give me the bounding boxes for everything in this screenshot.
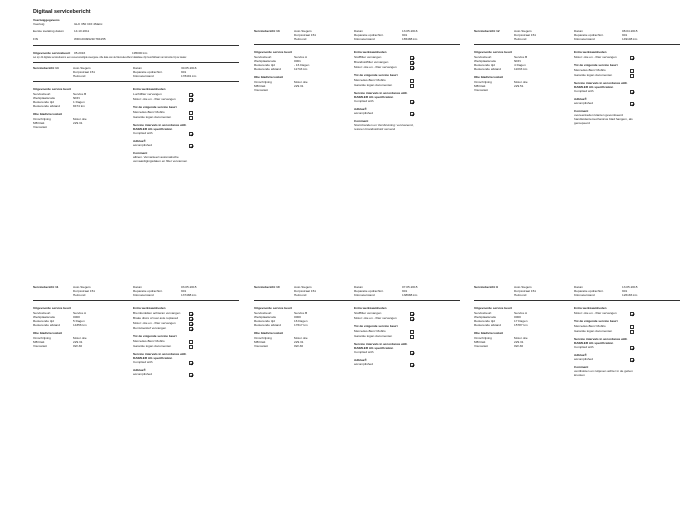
comment-line: overeenkeden klanten geventiseerd (574, 113, 624, 117)
oil-description-value: Motor olie (73, 117, 87, 121)
last-service-label: Uitgevoerde servicebeurt (33, 51, 71, 55)
first-registration-value: 14.10.2011 (74, 29, 90, 33)
oil-description-label: Omschrijving (254, 80, 272, 84)
adblue-heading: Adblue® (133, 368, 146, 372)
page-servicebericht-12 (474, 30, 680, 170)
remaining-distance-label: Resterende afstand (474, 67, 502, 71)
checked-checkbox (630, 102, 634, 106)
mileage-label: Kilometerstand (133, 293, 154, 297)
service-type-label: Servicebeurt (33, 92, 51, 96)
service-type-label: Servicebeurt (254, 55, 272, 59)
oil-spec-label: MB blatt (254, 84, 266, 88)
mobilo-label: Mercedes-Benz Mobilo (574, 324, 606, 328)
remaining-time-value: 1 Dagen (73, 100, 85, 104)
mobilo-label: Mercedes-Benz Mobilo (354, 329, 386, 333)
complied-label: Complied with (133, 131, 153, 135)
comment-line: retonen brandstofstof vervend (354, 127, 396, 131)
vehicle-label: Voertuig (33, 22, 45, 26)
extra-work-heading: Extra werkzaamheden (354, 50, 387, 54)
report-title: Servicebericht 11 (33, 285, 59, 289)
intervals-heading: Service intervals in accordance with (354, 91, 408, 95)
dealer-city: Helmond (294, 293, 307, 297)
service-type-value: Service A (73, 311, 87, 315)
comment-heading: Comment (133, 151, 148, 155)
intervals-heading-spec: DAIMLER AG specification (574, 85, 614, 89)
unchecked-checkbox (189, 340, 193, 344)
extra-work-item: Luchtfilter vervangen (133, 92, 162, 96)
warranty-label: Garantie logan documenten (133, 115, 172, 119)
remaining-time-value: 4 Dagen (514, 63, 526, 67)
remaining-time-label: Resterende tijd (254, 319, 275, 323)
extra-work-item: Brake discs of rear axle replaced (133, 316, 179, 320)
checked-checkbox (189, 312, 193, 316)
viscosity-label: Viscositeit (254, 344, 268, 348)
dealer-city: Helmond (73, 74, 86, 78)
workshop-code-label: Werkplaatscode (474, 315, 497, 319)
service-type-value: Service B (514, 55, 528, 59)
remaining-time-label: Resterende tijd (33, 319, 54, 323)
service-type-label: Servicebeurt (254, 311, 272, 315)
accomplished-label: accomplished (574, 357, 593, 361)
adblue-heading: Adblue® (133, 139, 146, 143)
oil-spec-value: 229.31 (73, 121, 83, 125)
service-type-label: Servicebeurt (474, 311, 492, 315)
last-service-km: 195000 km (132, 51, 148, 55)
remaining-distance-label: Resterende afstand (254, 323, 282, 327)
extra-work-item: Motor: olie en - filter vervangen (574, 55, 617, 59)
divider (33, 62, 239, 63)
complied-label: Complied with (133, 360, 153, 364)
remaining-distance-value: 11033 km (514, 67, 528, 71)
unchecked-checkbox (189, 345, 193, 349)
comment-line: vervaardigingsdaten en filter vervannen (133, 159, 188, 163)
checked-checkbox (630, 358, 634, 362)
mileage-label: Kilometerstand (354, 37, 375, 41)
dealer-city: Helmond (514, 293, 527, 297)
oil-description-value: Motor olie (294, 336, 308, 340)
workshop-code-value: 0000 (514, 315, 521, 319)
dealer-street: Dorpsstraat 151 (73, 289, 96, 293)
accomplished-label: accomplished (133, 143, 152, 147)
warranty-label: Garantie logan documenten (133, 344, 172, 348)
checked-checkbox (189, 322, 193, 326)
date-value: 03.05.2015 (181, 285, 197, 289)
date-value: 08.04.2015 (622, 29, 638, 33)
first-registration-label: Eerste toelating datum (33, 29, 64, 33)
checked-checkbox (630, 90, 634, 94)
remaining-time-label: Resterende tijd (254, 63, 275, 67)
complied-label: Complied with (574, 89, 594, 93)
service-done-heading: Uitgevoerde service beurt (474, 306, 512, 310)
comment-line: knosten (574, 373, 585, 377)
oil-spec-label: MB blatt (474, 340, 486, 344)
remaining-distance-value: 14356 km (73, 323, 87, 327)
report-title: Servicebericht 10 (254, 285, 280, 289)
unchecked-checkbox (189, 116, 193, 120)
viscosity-label: Viscositeit (33, 344, 47, 348)
extra-work-item: Motor: olie en - filter vervangen (354, 316, 397, 320)
checked-checkbox (630, 346, 634, 350)
oil-heading: Olie blad/viscositeit (33, 112, 63, 116)
repair-order-value: 901 (402, 33, 408, 37)
checked-checkbox (410, 312, 414, 316)
checked-checkbox (410, 363, 414, 367)
comment-line: handleidentemechanicus blad hangem, als (574, 117, 633, 121)
unchecked-checkbox (410, 330, 414, 334)
divider (474, 300, 680, 301)
oil-spec-value: 229.51 (514, 84, 524, 88)
next-service-heading: Tot de volgende service beurt (354, 73, 398, 77)
extra-work-item: Stofffilter vervangen (354, 311, 382, 315)
complied-label: Complied with (354, 99, 374, 103)
complied-label: Complied with (354, 350, 374, 354)
adblue-heading: Adblue® (574, 97, 587, 101)
comment-heading: Comment (354, 119, 369, 123)
repair-order-label: Reparatie opdrachtnr. (354, 33, 384, 37)
divider (33, 81, 239, 82)
oil-heading: Olie blad/viscositeit (254, 75, 284, 79)
intervals-heading: Service intervals in accordance with (133, 352, 187, 356)
viscosity-label: Viscositeit (254, 88, 268, 92)
workshop-code-value: NDN (73, 96, 80, 100)
date-label: Datum (574, 285, 584, 289)
accomplished-label: accomplished (133, 372, 152, 376)
remaining-time-value: - 16 Dagen (294, 63, 310, 67)
extra-work-item: Bremfenkdien achteran vervangen (133, 311, 181, 315)
dealer-name: Auto Siegers (294, 29, 312, 33)
checked-checkbox (630, 312, 634, 316)
extra-work-heading: Extra werkzaamheden (354, 306, 387, 310)
adblue-heading: Adblue® (354, 358, 367, 362)
divider (33, 300, 239, 301)
divider (254, 44, 460, 45)
divider (33, 45, 239, 46)
dealer-name: Auto Siegers (294, 285, 312, 289)
service-type-value: Service A (514, 311, 528, 315)
checked-checkbox (189, 361, 193, 365)
oil-spec-label: MB blatt (33, 121, 45, 125)
divider (254, 300, 460, 301)
warranty-label: Garantie logan documenten (354, 83, 393, 87)
dealer-city: Helmond (514, 37, 527, 41)
mileage-value: 126183 km (622, 293, 638, 297)
dealer-name: Auto Siegers (514, 29, 532, 33)
checked-checkbox (189, 373, 193, 377)
service-done-heading: Uitgevoerde service beurt (33, 87, 71, 91)
oil-description-value: Motor olie (73, 336, 87, 340)
oil-description-value: Motor olie (514, 336, 528, 340)
next-service-heading: Tot de volgende service beurt (574, 319, 618, 323)
next-service-heading: Tot de volgende service beurt (133, 334, 177, 338)
service-type-value: Service B (73, 92, 87, 96)
dealer-city: Helmond (73, 293, 86, 297)
intervals-heading-spec: DAIMLER AG specification (354, 95, 394, 99)
oil-description-value: Motor olie (514, 80, 528, 84)
oil-spec-label: MB blatt (33, 340, 45, 344)
oil-description-value: Motor olie (294, 80, 308, 84)
comment-line: Stormbanden en Versbruining: vervvanend, (354, 123, 414, 127)
intervals-heading: Service intervals in accordance with (574, 81, 628, 85)
remaining-distance-value: 8474 km (73, 104, 85, 108)
document-title: Digitaal servicebericht (33, 9, 91, 15)
dealer-street: Dorpsstraat 151 (294, 289, 317, 293)
dealer-street: Dorpsstraat 151 (294, 33, 317, 37)
checked-checkbox (630, 56, 634, 60)
page-servicebericht-11 (33, 286, 239, 426)
accomplished-label: accomplished (354, 362, 373, 366)
intervals-heading: Service intervals in accordance with (574, 337, 628, 341)
dealer-city: Helmond (294, 37, 307, 41)
repair-order-value: 901 (181, 70, 187, 74)
viscosity-label: Viscositeit (33, 125, 47, 129)
extra-work-heading: Extra werkzaamheden (133, 87, 166, 91)
mileage-value: 178491 km (181, 74, 197, 78)
workshop-code-label: Werkplaatscode (33, 315, 56, 319)
mileage-label: Kilometerstand (354, 293, 375, 297)
repair-order-label: Reparatie opdrachtnr. (574, 289, 604, 293)
report-title: Servicebericht 13 (254, 29, 280, 33)
remaining-time-value: 5 Dagen (73, 319, 85, 323)
checked-checkbox (189, 317, 193, 321)
unchecked-checkbox (410, 84, 414, 88)
viscosity-label: Viscositeit (474, 88, 488, 92)
checked-checkbox (189, 132, 193, 136)
unchecked-checkbox (189, 111, 193, 115)
report-title: Servicebericht 9 (474, 285, 498, 289)
oil-heading: Olie blad/viscositeit (474, 75, 504, 79)
workshop-code-label: Werkplaatscode (254, 315, 277, 319)
page-servicebericht-13 (254, 30, 460, 170)
date-value: 30.05.2016 (181, 66, 197, 70)
oil-spec-value: 229.31 (514, 340, 524, 344)
mileage-label: Kilometerstand (133, 74, 154, 78)
oil-spec-value: 229.31 (73, 340, 83, 344)
page-servicebericht-9 (474, 286, 680, 416)
oil-spec-value: 229.31 (294, 84, 304, 88)
disclaimer-note: Let op: dit digitale serviceboek is een vereenvoudigde weergave. Alle data van de Mercedes-Benz database zijn beschikbaar na instructie bij uw dealer. (33, 57, 187, 59)
remaining-distance-label: Resterende afstand (474, 323, 502, 327)
warranty-label: Garantie logan documenten (354, 334, 393, 338)
warranty-label: Garantie logan documenten (574, 73, 613, 77)
extra-work-heading: Extra werkzaamheden (133, 306, 166, 310)
service-type-label: Servicebeurt (474, 55, 492, 59)
page-servicebericht-14 (33, 10, 239, 250)
oil-heading: Olie blad/viscositeit (254, 331, 284, 335)
workshop-code-value: 0001 (294, 59, 301, 63)
date-label: Datum (354, 285, 364, 289)
remaining-distance-value: 11743 km (294, 67, 308, 71)
unchecked-checkbox (630, 74, 634, 78)
remaining-distance-value: 15787 km (514, 323, 528, 327)
intervals-heading-spec: DAIMLER AG specification (133, 127, 173, 131)
intervals-heading: Service intervals in accordance with (133, 123, 187, 127)
page-servicebericht-10 (254, 286, 460, 406)
service-done-heading: Uitgevoerde service beurt (254, 306, 292, 310)
dealer-street: Dorpsstraat 151 (514, 289, 537, 293)
oil-description-label: Omschrijving (33, 117, 51, 121)
unchecked-checkbox (630, 330, 634, 334)
comment-line: ventilsloten en ruitjeven achter in de geben (574, 369, 633, 373)
remaining-distance-label: Resterende afstand (33, 323, 61, 327)
service-done-heading: Uitgevoerde service beurt (254, 50, 292, 54)
workshop-code-value: 0000 (294, 315, 301, 319)
repair-order-label: Reparatie opdrachtnr. (133, 70, 163, 74)
mileage-value: 149108 km (622, 37, 638, 41)
oil-description-label: Omschrijving (474, 336, 492, 340)
mobilo-label: Mercedes-Benz Mobilo (574, 68, 606, 72)
complied-label: Complied with (574, 345, 594, 349)
fin-value: WDC2049921F784155 (74, 37, 106, 41)
repair-order-value: 901 (402, 289, 408, 293)
service-type-value: Service B (294, 311, 308, 315)
service-done-heading: Uitgevoerde service beurt (474, 50, 512, 54)
checked-checkbox (189, 98, 193, 102)
viscosity-label: Viscositeit (474, 344, 488, 348)
unchecked-checkbox (410, 79, 414, 83)
divider (474, 44, 680, 45)
date-label: Datum (133, 66, 143, 70)
oil-description-label: Omschrijving (254, 336, 272, 340)
intervals-heading-spec: DAIMLER AG specification (354, 346, 394, 350)
warranty-label: Garantie logan documenten (574, 329, 613, 333)
repair-order-value: 901 (622, 289, 628, 293)
viscosity-value: 0W-30 (514, 344, 524, 348)
comment-line: geroepeerd (574, 121, 590, 125)
checked-checkbox (410, 56, 414, 60)
accomplished-label: accomplished (354, 111, 373, 115)
extra-work-item: Brandstoffilter vervangen (354, 60, 389, 64)
service-type-value: Service A (294, 55, 308, 59)
checked-checkbox (410, 66, 414, 70)
unchecked-checkbox (410, 335, 414, 339)
comment-line: allinen. Vervanteert automatische (133, 155, 179, 159)
workshop-code-label: Werkplaatscode (474, 59, 497, 63)
fin-label: FIN (33, 37, 38, 41)
next-service-heading: Tot de volgende service beurt (133, 105, 177, 109)
oil-spec-label: MB blatt (474, 84, 486, 88)
workshop-code-value: NDN (514, 59, 521, 63)
workshop-code-label: Werkplaatscode (33, 96, 56, 100)
adblue-heading: Adblue® (354, 107, 367, 111)
remaining-distance-value: 17617 km (294, 323, 308, 327)
oil-heading: Olie blad/viscositeit (33, 331, 63, 335)
next-service-heading: Tot de volgende service beurt (354, 324, 398, 328)
remaining-time-label: Resterende tijd (33, 100, 54, 104)
extra-work-item: Motor: olie en - filter vervangen (574, 311, 617, 315)
date-value: 13.05.2016 (402, 29, 418, 33)
report-title: Servicebericht 12 (474, 29, 500, 33)
extra-work-heading: Extra werkzaamheden (574, 306, 607, 310)
remaining-distance-label: Resterende afstand (254, 67, 282, 71)
dealer-name: Auto Siegers (73, 285, 91, 289)
unchecked-checkbox (630, 69, 634, 73)
viscosity-value: 0W-30 (294, 344, 304, 348)
next-service-heading: Tot de volgende service beurt (574, 63, 618, 67)
date-value: 07.05.2015 (402, 285, 418, 289)
mileage-value: 138988 km (402, 293, 418, 297)
repair-order-label: Reparatie opdrachtnr. (354, 289, 384, 293)
checked-checkbox (410, 61, 414, 65)
checked-checkbox (189, 327, 193, 331)
checked-checkbox (410, 112, 414, 116)
checked-checkbox (410, 351, 414, 355)
viscosity-value: 0W-30 (73, 344, 83, 348)
date-value: 13.05.2015 (622, 285, 638, 289)
last-service-date: 05.2016 (74, 51, 86, 55)
remaining-time-value: 17 Dagen (514, 319, 528, 323)
workshop-code-label: Werkplaatscode (254, 59, 277, 63)
remaining-time-value: 16 Dagen (294, 319, 308, 323)
repair-order-label: Reparatie opdrachtnr. (574, 33, 604, 37)
dealer-name: Auto Siegers (514, 285, 532, 289)
mileage-value: 165488 km (402, 37, 418, 41)
workshop-code-value: 0000 (73, 315, 80, 319)
dealer-street: Dorpsstraat 151 (514, 33, 537, 37)
mobilo-label: Mercedes-Benz Mobilo (354, 78, 386, 82)
extra-work-item: Motor: olie en - filter vervangen (133, 97, 176, 101)
oil-heading: Olie blad/viscositeit (474, 331, 504, 335)
extra-work-item: Stofffilter vervangen (354, 55, 382, 59)
date-label: Datum (133, 285, 143, 289)
oil-description-label: Omschrijving (474, 80, 492, 84)
intervals-heading-spec: DAIMLER AG specification (133, 356, 173, 360)
mileage-label: Kilometerstand (574, 37, 595, 41)
repair-order-value: 901 (622, 33, 628, 37)
extra-work-item: Motor: olie en - filter vervangen (354, 65, 397, 69)
checked-checkbox (410, 317, 414, 321)
mileage-label: Kilometerstand (574, 293, 595, 297)
vehicle-value: GLK 350 CDI 4Matic (74, 22, 103, 26)
oil-description-label: Omschrijving (33, 336, 51, 340)
checked-checkbox (189, 144, 193, 148)
remaining-time-label: Resterende tijd (474, 63, 495, 67)
date-label: Datum (354, 29, 364, 33)
checked-checkbox (410, 100, 414, 104)
service-type-label: Servicebeurt (33, 311, 51, 315)
mobilo-label: Mercedes-Benz Mobilo (133, 110, 165, 114)
dealer-street: Dorpsstraat 151 (73, 70, 96, 74)
report-title: Servicebericht 14 (33, 66, 59, 70)
repair-order-value: 901 (181, 289, 187, 293)
unchecked-checkbox (630, 325, 634, 329)
comment-heading: Comment (574, 365, 589, 369)
accomplished-label: accomplished (574, 101, 593, 105)
extra-work-item: Remvloeistof vervangen (133, 326, 167, 330)
vehicle-data-heading: Voertuiggegevens (33, 18, 60, 22)
intervals-heading-spec: DAIMLER AG specification (574, 341, 614, 345)
extra-work-item: Motor: olie en - filter vervangen (133, 321, 176, 325)
repair-order-label: Reparatie opdrachtnr. (133, 289, 163, 293)
mileage-value: 137488 km (181, 293, 197, 297)
adblue-heading: Adblue® (574, 353, 587, 357)
remaining-time-label: Resterende tijd (474, 319, 495, 323)
comment-heading: Comment (574, 109, 589, 113)
remaining-distance-label: Resterende afstand (33, 104, 61, 108)
extra-work-heading: Extra werkzaamheden (574, 50, 607, 54)
oil-spec-value: 229.31 (294, 340, 304, 344)
dealer-name: Auto Siegers (73, 66, 91, 70)
intervals-heading: Service intervals in accordance with (354, 342, 408, 346)
checked-checkbox (189, 93, 193, 97)
oil-spec-label: MB blatt (254, 340, 266, 344)
mobilo-label: Mercedes-Benz Mobilo (133, 339, 165, 343)
service-done-heading: Uitgevoerde service beurt (33, 306, 71, 310)
date-label: Datum (574, 29, 584, 33)
